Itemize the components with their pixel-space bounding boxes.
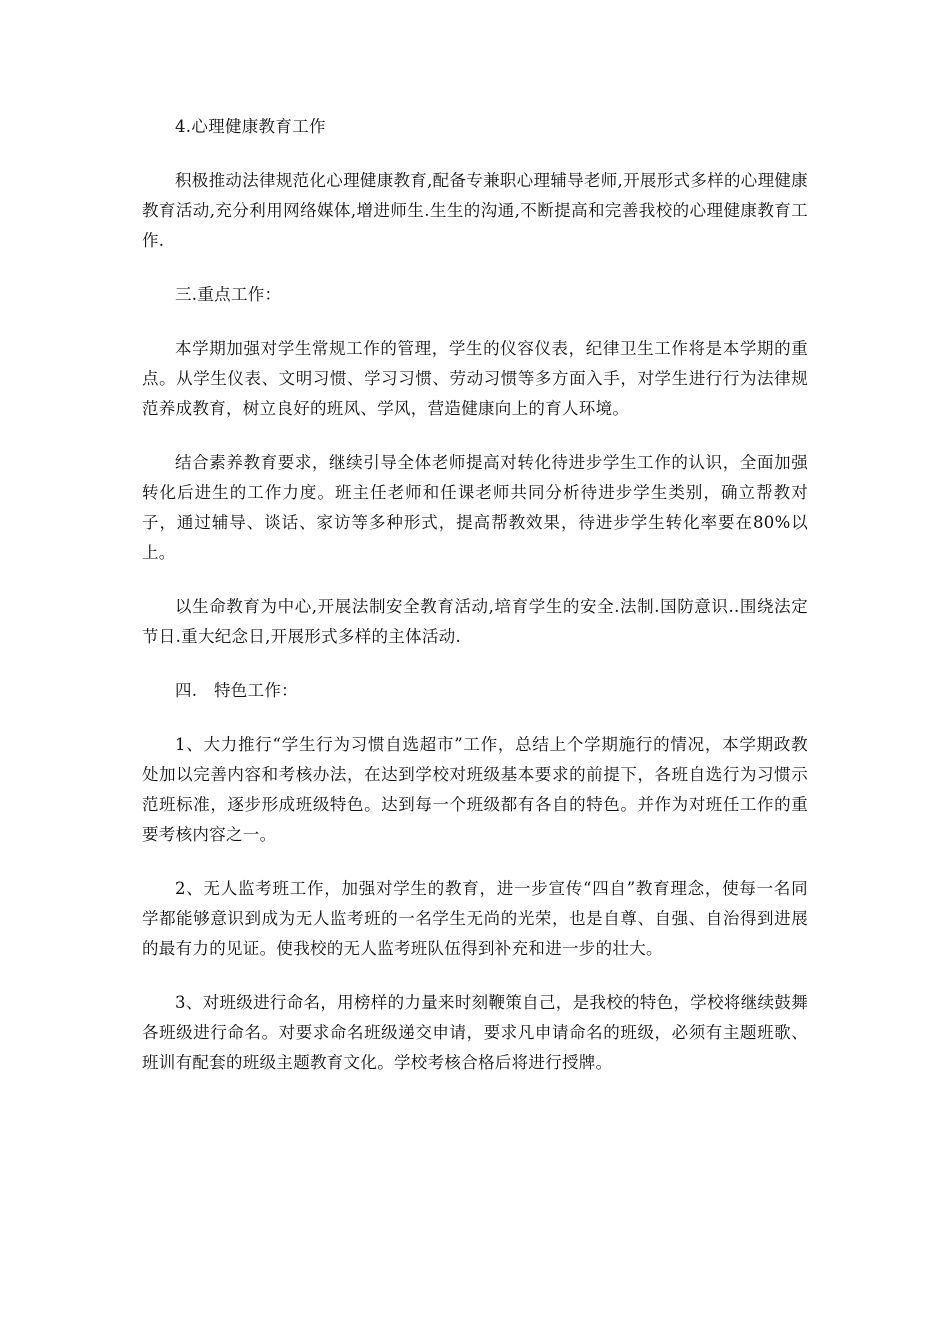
paragraph-student-improvement: 结合素养教育要求，继续引导全体老师提高对转化待进步学生工作的认识，全面加强转化后进生的工作力度。班主任老师和任课老师共同分析待进步学生类别，确立帮教对子，通过辅导、谈话、家访等多种形式，提高帮教效果，待进步学生转化率要在80%以上。: [142, 453, 808, 562]
paragraph-routine-management: 本学期加强对学生常规工作的管理，学生的仪容仪表，纪律卫生工作将是本学期的重点。从学生仪表、文明习惯、学习习惯、劳动习惯等多方面入手，对学生进行行为法律规范养成教育，树立良好的班风、学风，营造健康向上的育人环境。: [142, 339, 808, 418]
document-body: [142, 112, 808, 1078]
paragraph-special-item-1: 1、大力推行“学生行为习惯自选超市”工作，总结上个学期施行的情况，本学期政教处加以完善内容和考核办法，在达到学校对班级基本要求的前提下，各班自选行为习惯示范班标准，逐步形成班级特色。达到每一个班级都有各自的特色。并作为对班任工作的重要考核内容之一。: [142, 735, 808, 844]
section-heading-special-work: 四. 特色工作：: [175, 681, 298, 700]
paragraph-life-education: 以生命教育为中心,开展法制安全教育活动,培育学生的安全.法制.国防意识..围绕法定节日.重大纪念日,开展形式多样的主体活动.: [142, 597, 808, 646]
paragraph-special-item-2: 2、无人监考班工作，加强对学生的教育，进一步宣传“四自”教育理念，使每一名同学都能够意识到成为无人监考班的一名学生无尚的光荣，也是自尊、自强、自治得到进展的最有力的见证。使我校的无人监考班队伍得到补充和进一步的壮大。: [142, 879, 808, 958]
section-heading-mental-health: 4.心理健康教育工作: [175, 117, 326, 136]
paragraph-special-item-3: 3、对班级进行命名，用榜样的力量来时刻鞭策自己，是我校的特色，学校将继续鼓舞各班级进行命名。对要求命名班级递交申请，要求凡申请命名的班级，必须有主题班歌、班训有配套的班级主题教育文化。学校考核合格后将进行授牌。: [142, 993, 808, 1072]
section-heading-key-work: 三.重点工作：: [175, 285, 282, 304]
paragraph-mental-health: 积极推动法律规范化心理健康教育,配备专兼职心理辅导老师,开展形式多样的心理健康教育活动,充分利用网络媒体,增进师生.生生的沟通,不断提高和完善我校的心理健康教育工作.: [142, 171, 808, 250]
